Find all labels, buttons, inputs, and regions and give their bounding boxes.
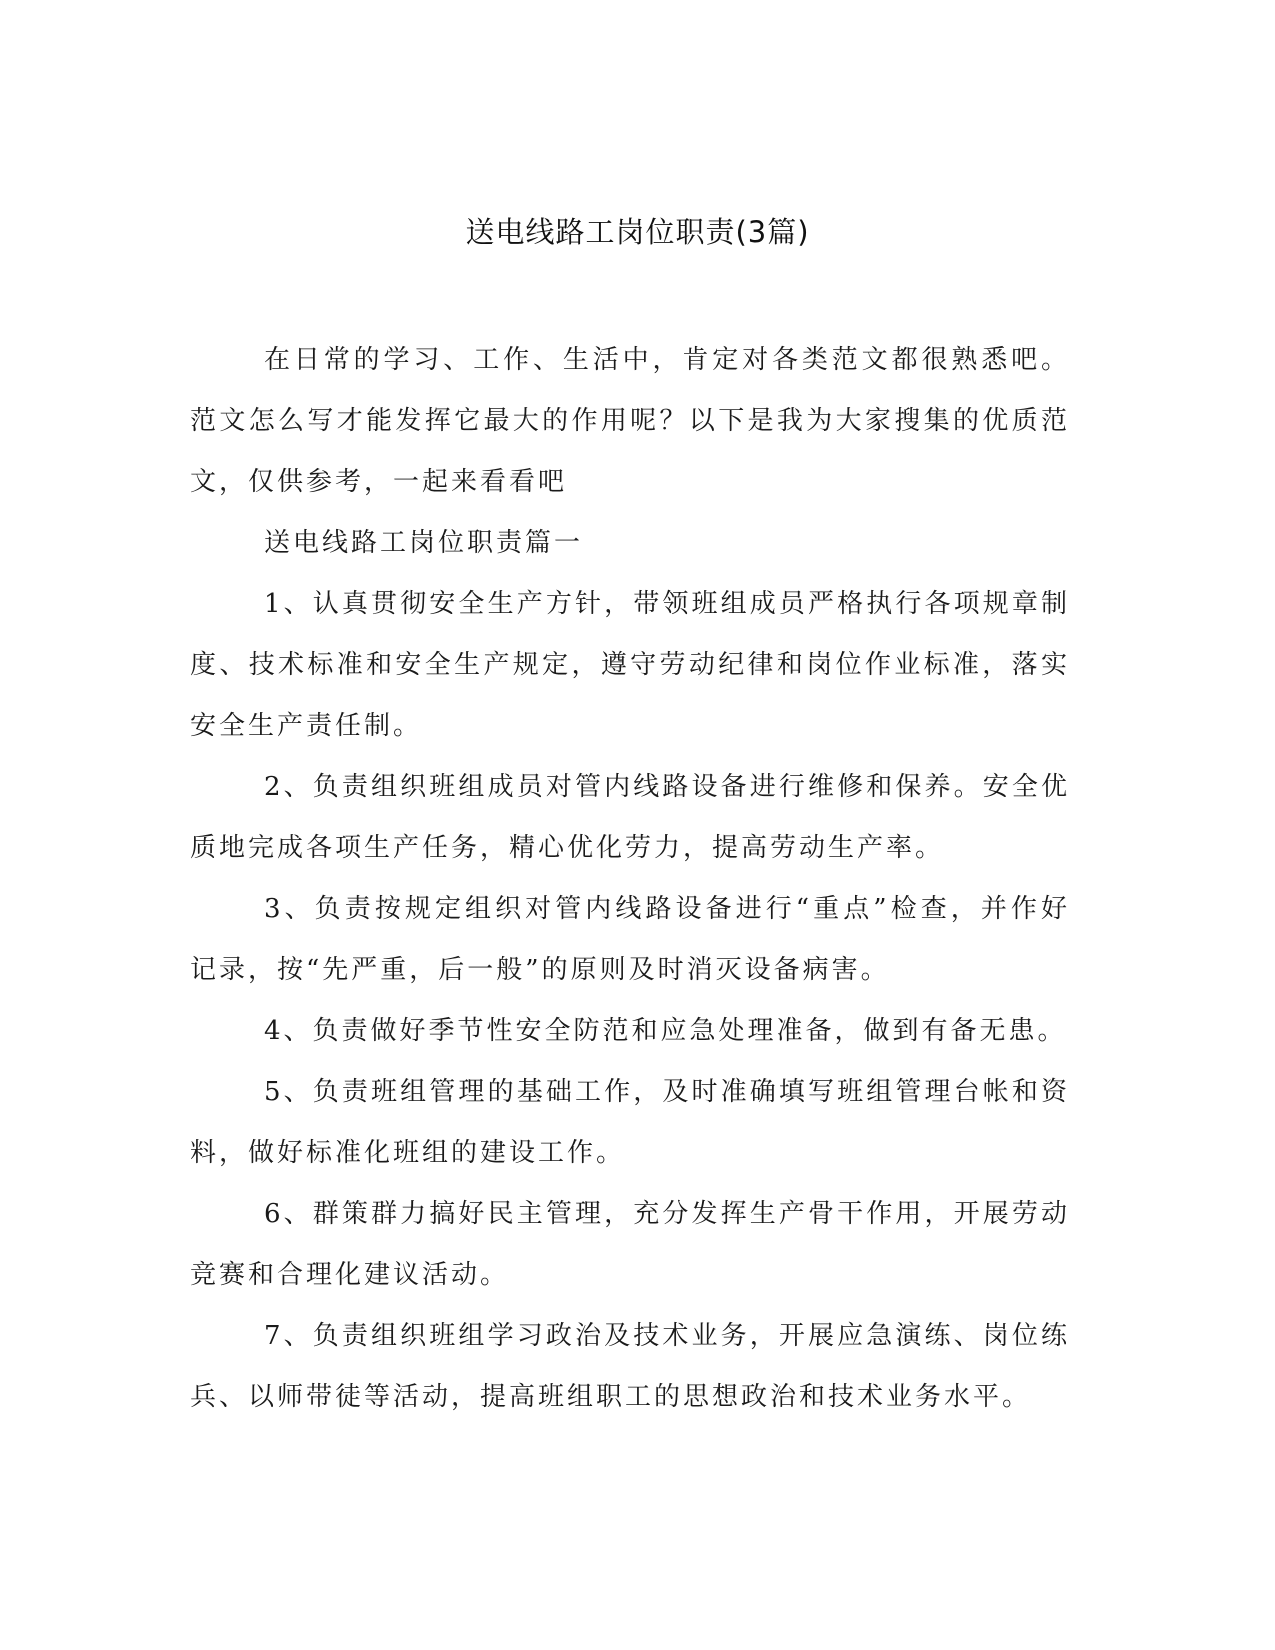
duty-item-5: 5、负责班组管理的基础工作，及时准确填写班组管理台帐和资料，做好标准化班组的建设工作。 (190, 1077, 1070, 1168)
duty-item-1: 1、认真贯彻安全生产方针，带领班组成员严格执行各项规章制度、技术标准和安全生产规定，遵守劳动纪律和岗位作业标准，落实安全生产责任制。 (190, 589, 1070, 741)
duty-item-3: 3、负责按规定组织对管内线路设备进行“重点”检查，并作好记录，按“先严重，后一般”的原则及时消灭设备病害。 (190, 894, 1070, 985)
document-title: 送电线路工岗位职责(3篇) (465, 215, 810, 249)
duty-item-6: 6、群策群力搞好民主管理，充分发挥生产骨干作用，开展劳动竞赛和合理化建议活动。 (190, 1199, 1070, 1290)
duty-item-4: 4、负责做好季节性安全防范和应急处理准备，做到有备无患。 (264, 1016, 1067, 1046)
document-body (190, 330, 1070, 1428)
intro-paragraph: 在日常的学习、工作、生活中，肯定对各类范文都很熟悉吧。范文怎么写才能发挥它最大的作用呢？以下是我为大家搜集的优质范文，仅供参考，一起来看看吧 (190, 345, 1070, 497)
duty-item-7: 7、负责组织班组学习政治及技术业务，开展应急演练、岗位练兵、以师带徒等活动，提高班组职工的思想政治和技术业务水平。 (190, 1321, 1070, 1412)
section-heading: 送电线路工岗位职责篇一 (264, 528, 584, 558)
duty-item-2: 2、负责组织班组成员对管内线路设备进行维修和保养。安全优质地完成各项生产任务，精心优化劳力，提高劳动生产率。 (190, 772, 1070, 863)
